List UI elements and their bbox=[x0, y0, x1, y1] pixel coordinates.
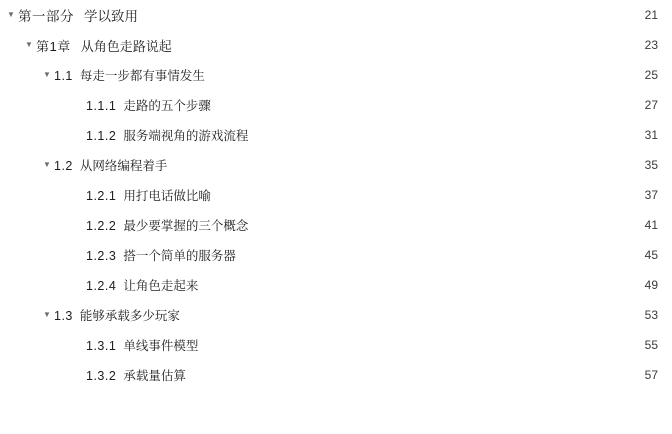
toc-entry-page-number: 49 bbox=[644, 278, 658, 292]
toc-entry-page-number: 25 bbox=[644, 68, 658, 82]
toc-entry-label bbox=[54, 156, 628, 174]
toc-entry-page-number: 23 bbox=[644, 38, 658, 52]
toc-entry-number: 1.2.3 bbox=[86, 249, 117, 263]
toc-row[interactable] bbox=[0, 0, 672, 30]
toc-entry-number: 1.1.2 bbox=[86, 129, 117, 143]
triangle-down-icon[interactable]: ▼ bbox=[43, 160, 51, 169]
triangle-down-icon[interactable]: ▼ bbox=[43, 310, 51, 319]
toc-entry-label bbox=[54, 66, 628, 84]
toc-entry-title: 走路的五个步骤 bbox=[123, 99, 211, 113]
toc-entry-number: 1.2.4 bbox=[86, 279, 117, 293]
toc-entry-label bbox=[86, 186, 628, 204]
triangle-down-icon[interactable]: ▼ bbox=[43, 70, 51, 79]
toc-entry-number: 1.1 bbox=[54, 69, 73, 83]
triangle-down-icon[interactable]: ▼ bbox=[25, 40, 33, 49]
toc-entry-page-number: 53 bbox=[644, 308, 658, 322]
toc-entry-number: 1.2 bbox=[54, 159, 73, 173]
toc-entry-title: 每走一步都有事情发生 bbox=[79, 69, 205, 83]
toc-entry-label bbox=[86, 336, 628, 354]
toc-entry-title: 能够承载多少玩家 bbox=[79, 309, 180, 323]
toc-entry-title: 搭一个简单的服务器 bbox=[123, 249, 236, 263]
toc-entry-title: 单线事件模型 bbox=[123, 339, 199, 353]
toc-row[interactable] bbox=[0, 240, 672, 270]
toc-entry-label bbox=[86, 366, 628, 384]
toc-row[interactable] bbox=[0, 150, 672, 180]
toc-entry-number: 1.2.1 bbox=[86, 189, 117, 203]
toc-row[interactable] bbox=[0, 180, 672, 210]
toc-entry-title: 用打电话做比喻 bbox=[123, 189, 211, 203]
toc-entry-number: 1.3.2 bbox=[86, 369, 117, 383]
toc-entry-number: 第一部分 bbox=[18, 9, 74, 24]
toc-entry-title: 从角色走路说起 bbox=[80, 38, 172, 54]
toc-entry-number: 1.3.1 bbox=[86, 339, 117, 353]
toc-row[interactable] bbox=[0, 120, 672, 150]
toc-entry-number: 第1章 bbox=[36, 38, 71, 54]
toc-row[interactable] bbox=[0, 90, 672, 120]
toc-entry-label bbox=[18, 5, 628, 25]
toc-entry-title: 从网络编程着手 bbox=[79, 159, 168, 173]
toc-entry-label bbox=[86, 216, 628, 234]
toc-entry-label bbox=[86, 96, 628, 114]
toc-entry-title: 最少要掌握的三个概念 bbox=[123, 219, 249, 233]
toc-entry-page-number: 37 bbox=[644, 188, 658, 202]
toc-entry-number: 1.3 bbox=[54, 309, 73, 323]
toc-entry-label bbox=[86, 126, 628, 144]
toc-entry-title: 服务端视角的游戏流程 bbox=[123, 129, 249, 143]
toc-entry-page-number: 41 bbox=[644, 218, 658, 232]
toc-entry-page-number: 21 bbox=[644, 8, 658, 22]
toc-row[interactable] bbox=[0, 360, 672, 390]
triangle-down-icon[interactable]: ▼ bbox=[7, 10, 15, 19]
toc-entry-title: 让角色走起来 bbox=[123, 279, 199, 293]
toc-row[interactable] bbox=[0, 60, 672, 90]
toc-entry-number: 1.1.1 bbox=[86, 99, 117, 113]
toc-entry-label bbox=[86, 276, 628, 294]
toc-row[interactable] bbox=[0, 270, 672, 300]
toc-entry-page-number: 55 bbox=[644, 338, 658, 352]
toc-row[interactable] bbox=[0, 210, 672, 240]
toc-entry-page-number: 45 bbox=[644, 248, 658, 262]
toc-entry-page-number: 31 bbox=[644, 128, 658, 142]
toc-entry-page-number: 35 bbox=[644, 158, 658, 172]
toc-entry-title: 承载量估算 bbox=[123, 369, 186, 383]
toc-row[interactable] bbox=[0, 300, 672, 330]
toc-row[interactable] bbox=[0, 30, 672, 60]
toc-entry-label bbox=[86, 246, 628, 264]
toc-entry-number: 1.2.2 bbox=[86, 219, 117, 233]
toc-entry-title: 学以致用 bbox=[84, 9, 138, 24]
toc-row[interactable] bbox=[0, 330, 672, 360]
toc-entry-label bbox=[54, 306, 628, 324]
toc-entry-page-number: 27 bbox=[644, 98, 658, 112]
toc-entry-label bbox=[36, 36, 628, 55]
toc-entry-page-number: 57 bbox=[644, 368, 658, 382]
